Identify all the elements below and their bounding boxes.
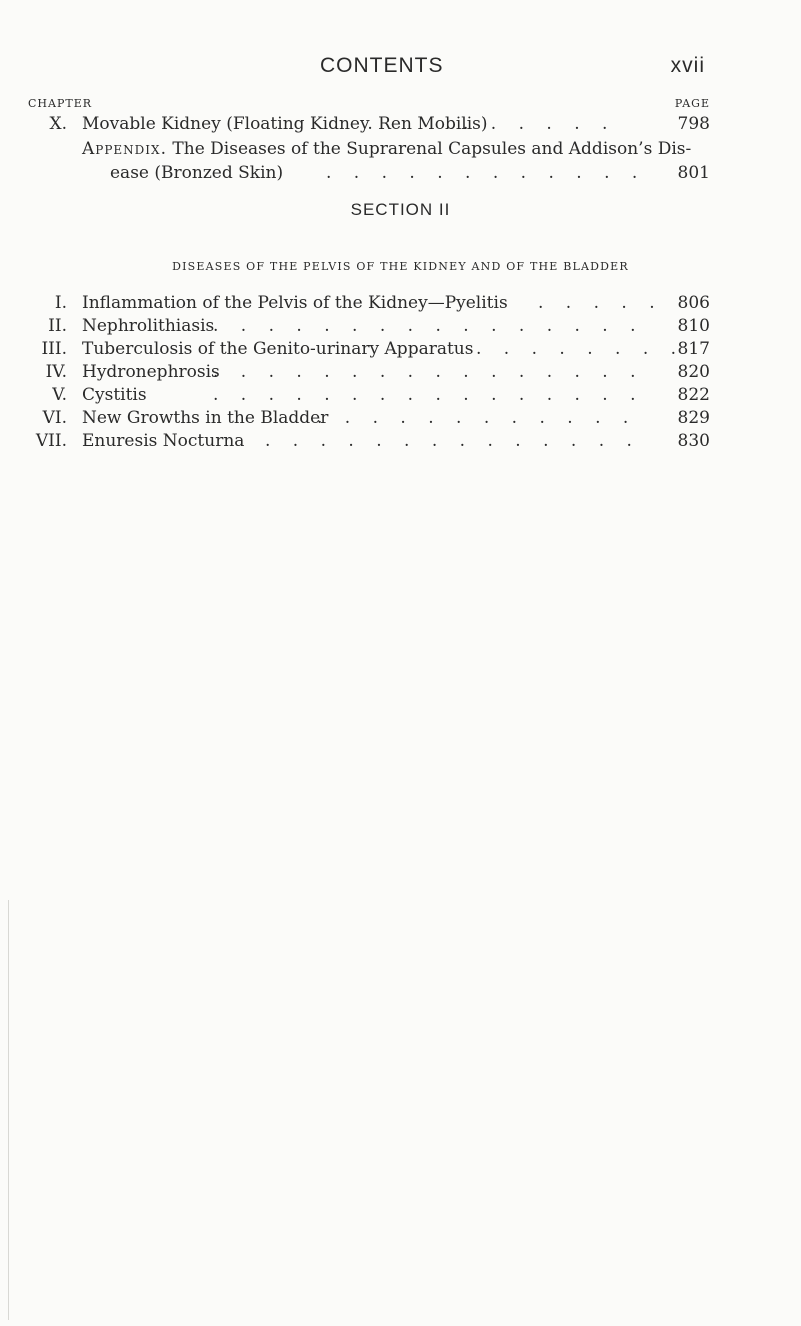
page-ref: 822 — [677, 385, 710, 405]
chapter-title: New Growths in the Bladder — [82, 408, 329, 428]
page-ref: 817 — [677, 339, 710, 359]
page-title: CONTENTS — [320, 54, 444, 77]
chapter-title: Movable Kidney (Floating Kidney. Ren Mobilis) — [82, 114, 488, 134]
page-ref: 829 — [677, 408, 710, 428]
leader-dots: . . . . . . . . . . . . . . — [265, 431, 641, 451]
page-edge-shadow — [8, 900, 9, 1320]
chapter-number: VI. — [42, 408, 67, 428]
appendix-title-line1 — [82, 138, 691, 160]
leader-dots: . . . . . . . . . . . . . . . . — [213, 385, 645, 405]
page-column-label: PAGE — [674, 97, 710, 110]
page-ref: 801 — [677, 163, 710, 183]
chapter-number: III. — [41, 339, 67, 359]
chapter-number: X. — [49, 114, 67, 134]
page-ref: 806 — [677, 293, 710, 313]
chapter-number: II. — [48, 316, 67, 336]
page-ref: 810 — [677, 316, 710, 336]
chapter-title: Nephrolithiasis — [82, 316, 215, 336]
leader-dots: . . . . . . . . . . . . . . . . — [213, 316, 645, 336]
leader-dots: . . . . . . . . — [476, 339, 685, 359]
page-number: xvii — [670, 54, 705, 77]
chapter-number: IV. — [45, 362, 67, 382]
appendix-title: The Diseases of the Suprarenal Capsules and Addison’s Dis- — [167, 139, 692, 159]
page-ref: 798 — [677, 114, 710, 134]
chapter-number: VII. — [35, 431, 67, 451]
appendix-label: Appendix. — [82, 139, 167, 159]
leader-dots: . . . . . . . . . . . . . . . . — [213, 362, 645, 382]
chapter-number: I. — [54, 293, 67, 313]
chapter-title: Cystitis — [82, 385, 147, 405]
leader-dots: . . . . . . — [463, 114, 616, 134]
running-head — [0, 54, 801, 84]
appendix-title-line2: ease (Bronzed Skin) — [110, 163, 284, 183]
page-ref: 830 — [677, 431, 710, 451]
chapter-title: Hydronephrosis — [82, 362, 220, 382]
chapter-title: Tuberculosis of the Genito-urinary Apparatus — [82, 339, 474, 359]
chapter-number: V. — [52, 385, 67, 405]
leader-dots: . . . . . . . . . . . . — [317, 408, 637, 428]
section-heading: SECTION II — [350, 200, 451, 219]
chapter-title: Inflammation of the Pelvis of the Kidney—Pyelitis — [82, 293, 508, 313]
chapter-title: Enuresis Nocturna — [82, 431, 245, 451]
page-ref: 820 — [677, 362, 710, 382]
section-subheading: DISEASES OF THE PELVIS OF THE KIDNEY AND OF THE BLADDER — [172, 260, 629, 273]
leader-dots: . . . . . — [538, 293, 664, 313]
leader-dots: . . . . . . . . . . . . — [326, 163, 646, 183]
chapter-column-label: CHAPTER — [28, 97, 93, 110]
